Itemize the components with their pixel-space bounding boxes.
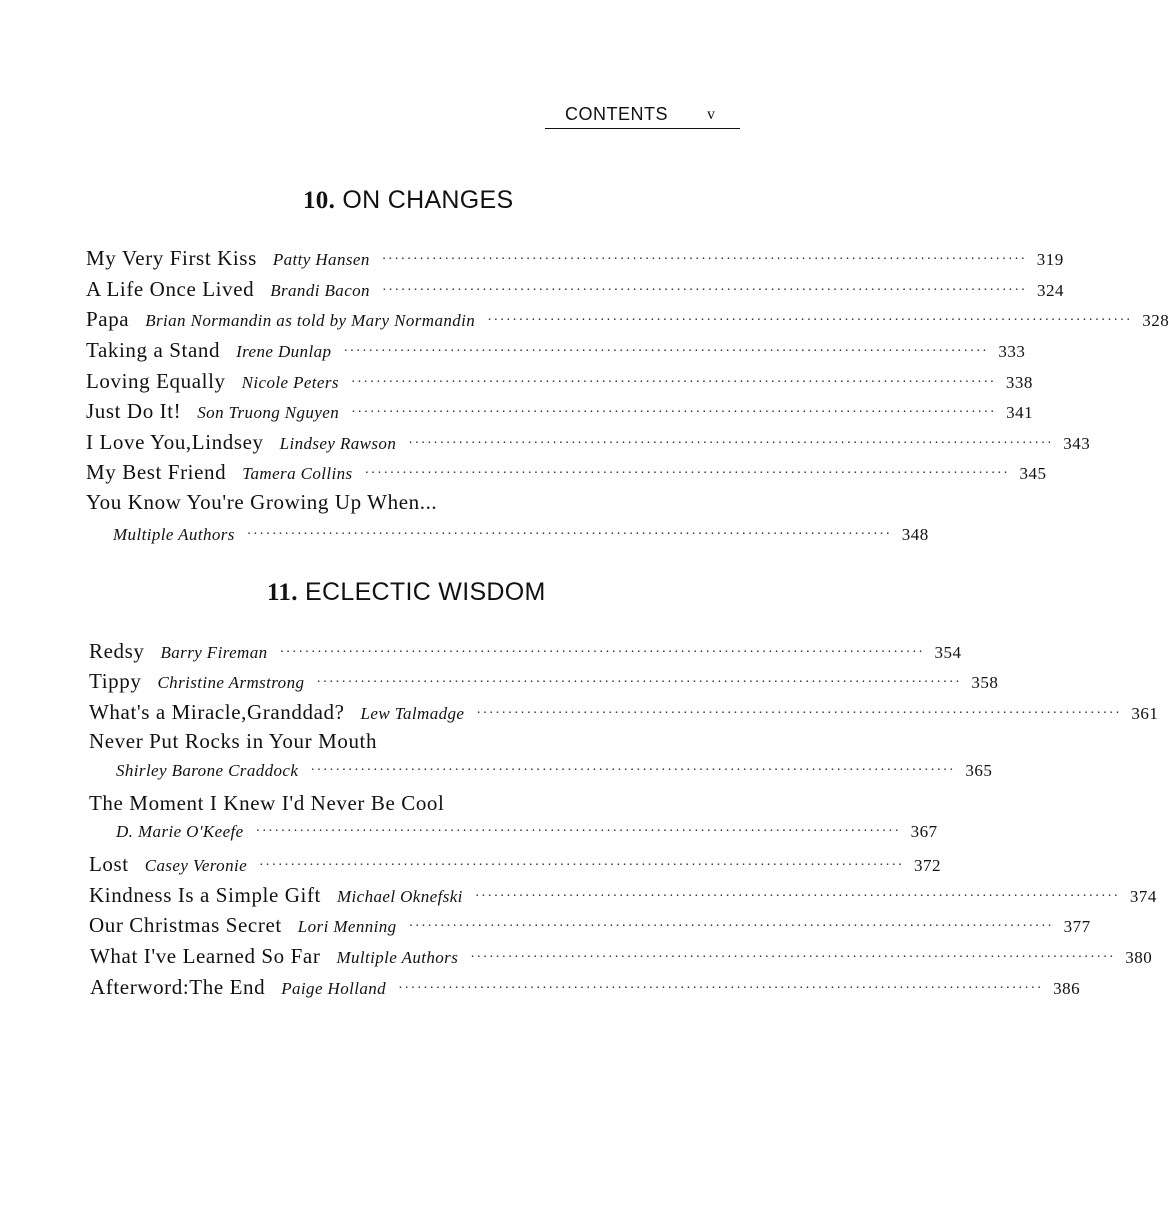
entry-author: Casey Veronie	[144, 856, 248, 875]
entry-title: Our Christmas Secret	[89, 913, 282, 937]
entry-title: Never Put Rocks in Your Mouth	[89, 729, 378, 753]
entry-title: A Life Once Lived	[86, 277, 255, 301]
entry-author: D. Marie O'Keefe	[116, 822, 244, 841]
entry-page: 365	[965, 761, 993, 780]
entry-page: 374	[1129, 887, 1157, 906]
dot-leader: ·······································································································	[364, 466, 1010, 481]
entry-page: 354	[934, 643, 962, 662]
contents-entry	[86, 460, 1047, 486]
entry-author: Lew Talmadge	[360, 704, 465, 723]
entry-page: 361	[1131, 704, 1159, 723]
dot-leader: ·······································································································	[351, 405, 997, 420]
entry-page: 324	[1036, 281, 1064, 300]
entry-page: 333	[998, 342, 1026, 361]
dot-leader: ·······································································································	[381, 283, 1027, 298]
entry-author: Michael Oknefski	[336, 887, 463, 906]
entry-author: Irene Dunlap	[236, 342, 332, 361]
contents-entry	[86, 277, 1064, 303]
entry-author: Son Truong Nguyen	[197, 403, 340, 422]
contents-entry-continued	[116, 761, 993, 787]
dot-leader: ·······································································································	[259, 858, 905, 873]
entry-title: Just Do It!	[86, 399, 182, 423]
dot-leader: ·······································································································	[398, 981, 1044, 996]
entry-title: Afterword:The End	[90, 975, 266, 999]
entry-page: 372	[914, 856, 942, 875]
entry-author: Lindsey Rawson	[279, 434, 397, 453]
entry-page: 328	[1142, 311, 1169, 330]
contents-entry	[86, 369, 1033, 395]
entry-page: 367	[910, 822, 938, 841]
contents-entry	[86, 430, 1091, 456]
entry-author: Patty Hansen	[272, 250, 370, 269]
contents-entry	[86, 490, 742, 516]
entry-page: 348	[901, 525, 929, 544]
dot-leader: ·······································································································	[408, 919, 1054, 934]
entry-author: Barry Fireman	[160, 643, 268, 662]
contents-entry	[86, 338, 1026, 364]
entry-title: My Best Friend	[86, 460, 227, 484]
section-title: ECLECTIC WISDOM	[305, 578, 546, 606]
contents-entry	[86, 307, 1169, 333]
dot-leader: ·······································································································	[408, 436, 1054, 451]
dot-leader: ·······································································································	[343, 344, 989, 359]
contents-entry	[89, 913, 1091, 939]
dot-leader: ·······································································································	[310, 763, 956, 778]
entry-title: The Moment I Knew I'd Never Be Cool	[89, 791, 445, 815]
entry-title: My Very First Kiss	[86, 246, 257, 270]
entry-author: Multiple Authors	[113, 525, 235, 544]
dot-leader: ·······································································································	[470, 950, 1116, 965]
entry-title: Loving Equally	[86, 369, 226, 393]
entry-author: Brandi Bacon	[270, 281, 370, 300]
entry-page: 343	[1063, 434, 1091, 453]
entry-title: What's a Miracle,Granddad?	[89, 700, 345, 724]
section-title: ON CHANGES	[342, 186, 514, 214]
entry-page: 358	[971, 673, 999, 692]
entry-page: 338	[1005, 373, 1033, 392]
dot-leader: ·······································································································	[316, 675, 962, 690]
section-number: 11.	[267, 579, 298, 606]
entry-author: Tamera Collins	[242, 464, 353, 483]
entry-author: Lori Menning	[297, 917, 397, 936]
contents-entry	[89, 729, 745, 755]
entry-page: 386	[1053, 979, 1081, 998]
entry-title: What I've Learned So Far	[90, 944, 321, 968]
contents-entry	[89, 852, 942, 878]
entry-author: Nicole Peters	[241, 373, 339, 392]
entry-author: Christine Armstrong	[157, 673, 305, 692]
contents-entry	[89, 639, 962, 665]
entry-author: Shirley Barone Craddock	[116, 761, 299, 780]
contents-entry	[89, 791, 745, 817]
dot-leader: ·······································································································	[350, 375, 996, 390]
dot-leader: ·······································································································	[255, 824, 901, 839]
entry-page: 377	[1063, 917, 1091, 936]
contents-entry	[90, 975, 1081, 1001]
entry-author: Paige Holland	[281, 979, 387, 998]
contents-entry	[89, 700, 1159, 726]
entry-title: Papa	[86, 307, 130, 331]
entry-page: 380	[1125, 948, 1153, 967]
entry-title: I Love You,Lindsey	[86, 430, 264, 454]
entry-author: Brian Normandin as told by Mary Normandin	[145, 311, 476, 330]
entry-title: You Know You're Growing Up When...	[86, 490, 438, 514]
dot-leader: ·······································································································	[474, 889, 1120, 904]
entry-title: Lost	[89, 852, 129, 876]
entry-page: 341	[1006, 403, 1034, 422]
contents-entry	[86, 399, 1034, 425]
header-title: CONTENTS	[565, 104, 668, 124]
entry-title: Kindness Is a Simple Gift	[89, 883, 321, 907]
header-page-number: v	[707, 106, 716, 123]
dot-leader: ·······································································································	[279, 645, 925, 660]
entry-page: 345	[1019, 464, 1047, 483]
section-number: 10.	[303, 187, 336, 214]
dot-leader: ·······································································································	[476, 706, 1122, 721]
dot-leader: ·······································································································	[381, 252, 1027, 267]
contents-entry	[89, 669, 999, 695]
contents-entry	[89, 883, 1157, 909]
entry-title: Tippy	[89, 669, 142, 693]
contents-entry-continued	[113, 525, 929, 551]
contents-entry	[86, 246, 1064, 272]
contents-entry-continued	[116, 822, 938, 848]
entry-title: Redsy	[89, 639, 145, 663]
entry-page: 319	[1036, 250, 1064, 269]
entry-author: Multiple Authors	[336, 948, 459, 967]
dot-leader: ·······································································································	[246, 527, 892, 542]
entry-title: Taking a Stand	[86, 338, 221, 362]
contents-entry	[90, 944, 1153, 970]
dot-leader: ·······································································································	[487, 313, 1133, 328]
